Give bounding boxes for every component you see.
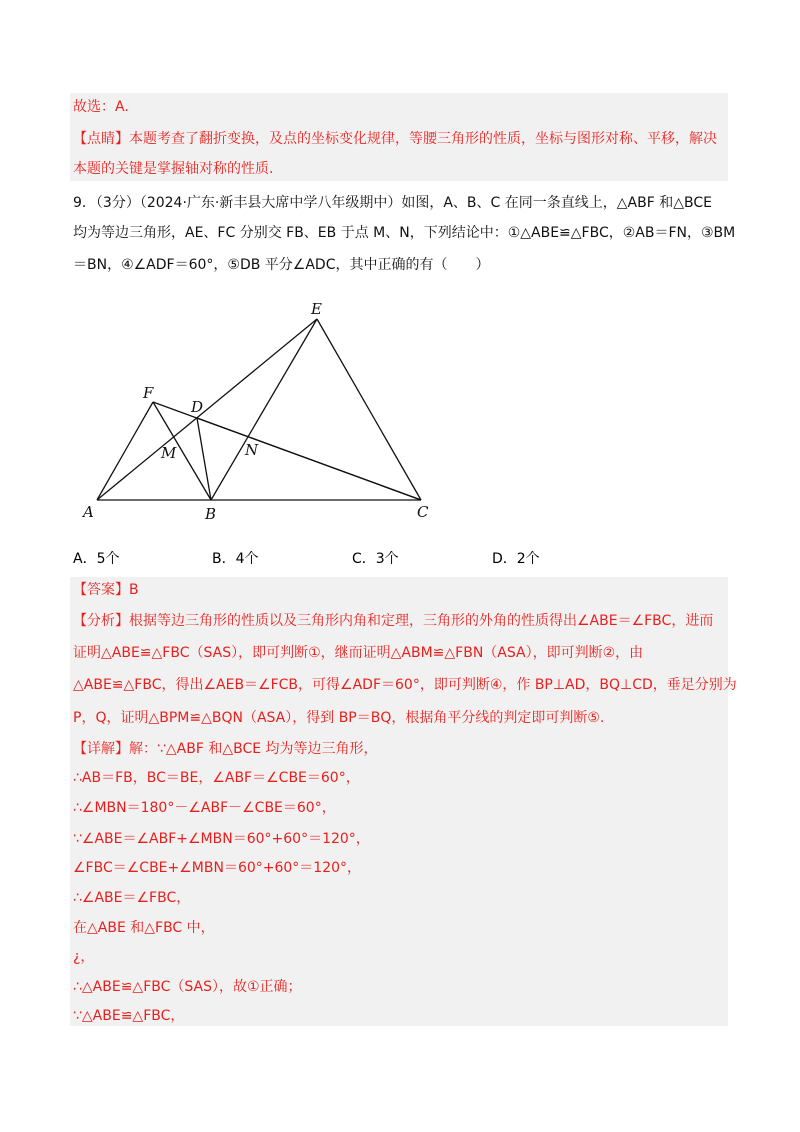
comment-line-2: 本题的关键是掌握轴对称的性质. (73, 161, 274, 177)
analysis-line-2: 证明△ABE≌△FBC（SAS），即可判断①，继而证明△ABM≌△FBN（ASA），即可判断②，由 (73, 645, 644, 661)
label-b: B (205, 505, 217, 523)
analysis-line-3: △ABE≌△FBC，得出∠AEB＝∠FCB，可得∠ADF＝60°，即可判断④，作 BP⊥AD，BQ⊥CD，垂足分别为 (73, 677, 737, 693)
label-e: E (311, 300, 322, 318)
label-n: N (245, 441, 259, 459)
detail-line-8: ¿， (73, 949, 95, 965)
comment-line-1: 【点睛】本题考查了翻折变换，及点的坐标变化规律，等腰三角形的性质，坐标与图形对称、平移，解决 (73, 131, 717, 147)
answer-label: 【答案】B (73, 582, 139, 598)
segment-af (97, 402, 153, 500)
geometry-figure (0, 0, 800, 540)
option-a: A．5个 (73, 551, 120, 567)
detail-line-9: ∴△ABE≌△FBC（SAS），故①正确； (73, 979, 302, 995)
label-a: A (83, 503, 94, 521)
option-b: B．4个 (212, 551, 259, 567)
detail-line-5: ∠FBC＝∠CBE+∠MBN＝60°+60°＝120°， (73, 860, 362, 876)
segment-be (211, 319, 317, 500)
option-c: C．3个 (352, 551, 399, 567)
option-d: D．2个 (492, 551, 540, 567)
detail-line-3: ∴∠MBN＝180°－∠ABF－∠CBE＝60°， (73, 800, 336, 816)
label-c: C (417, 503, 429, 521)
question-line-2: 均为等边三角形，AE、FC 分别交 FB、EB 于点 M、N，下列结论中：①△ABE≌△FBC，②AB＝FN，③BM (73, 225, 736, 241)
detail-line-2: ∴AB＝FB，BC＝BE，∠ABF＝∠CBE＝60°， (73, 770, 360, 786)
answer-line: 故选：A. (73, 99, 129, 115)
label-f: F (143, 384, 154, 402)
label-d: D (191, 398, 204, 416)
detail-line-6: ∴∠ABE＝∠FBC， (73, 890, 191, 906)
detail-line-7: 在△ABE 和△FBC 中， (73, 920, 215, 936)
question-line-3: ＝BN，④∠ADF＝60°，⑤DB 平分∠ADC，其中正确的有（ ） (73, 257, 490, 273)
segment-dc (197, 418, 421, 500)
detail-line-1: 【详解】解：∵△ABF 和△BCE 均为等边三角形， (73, 741, 378, 757)
analysis-line-4: P，Q，证明△BPM≌△BQN（ASA），得到 BP＝BQ，根据角平分线的判定即可判断⑤. (73, 710, 605, 726)
question-line-1: 9．（3分）（2024·广东·新丰县大席中学八年级期中）如图，A、B、C 在同一条直线上，△ABF 和△BCE (73, 195, 712, 211)
label-m: M (161, 444, 177, 462)
segment-ec (317, 319, 421, 500)
detail-line-4: ∵∠ABE＝∠ABF+∠MBN＝60°+60°＝120°， (73, 831, 370, 847)
detail-line-10: ∵△ABE≌△FBC， (73, 1008, 185, 1024)
analysis-line-1: 【分析】根据等边三角形的性质以及三角形内角和定理，三角形的外角的性质得出∠ABE＝∠FBC，进而 (73, 613, 714, 629)
